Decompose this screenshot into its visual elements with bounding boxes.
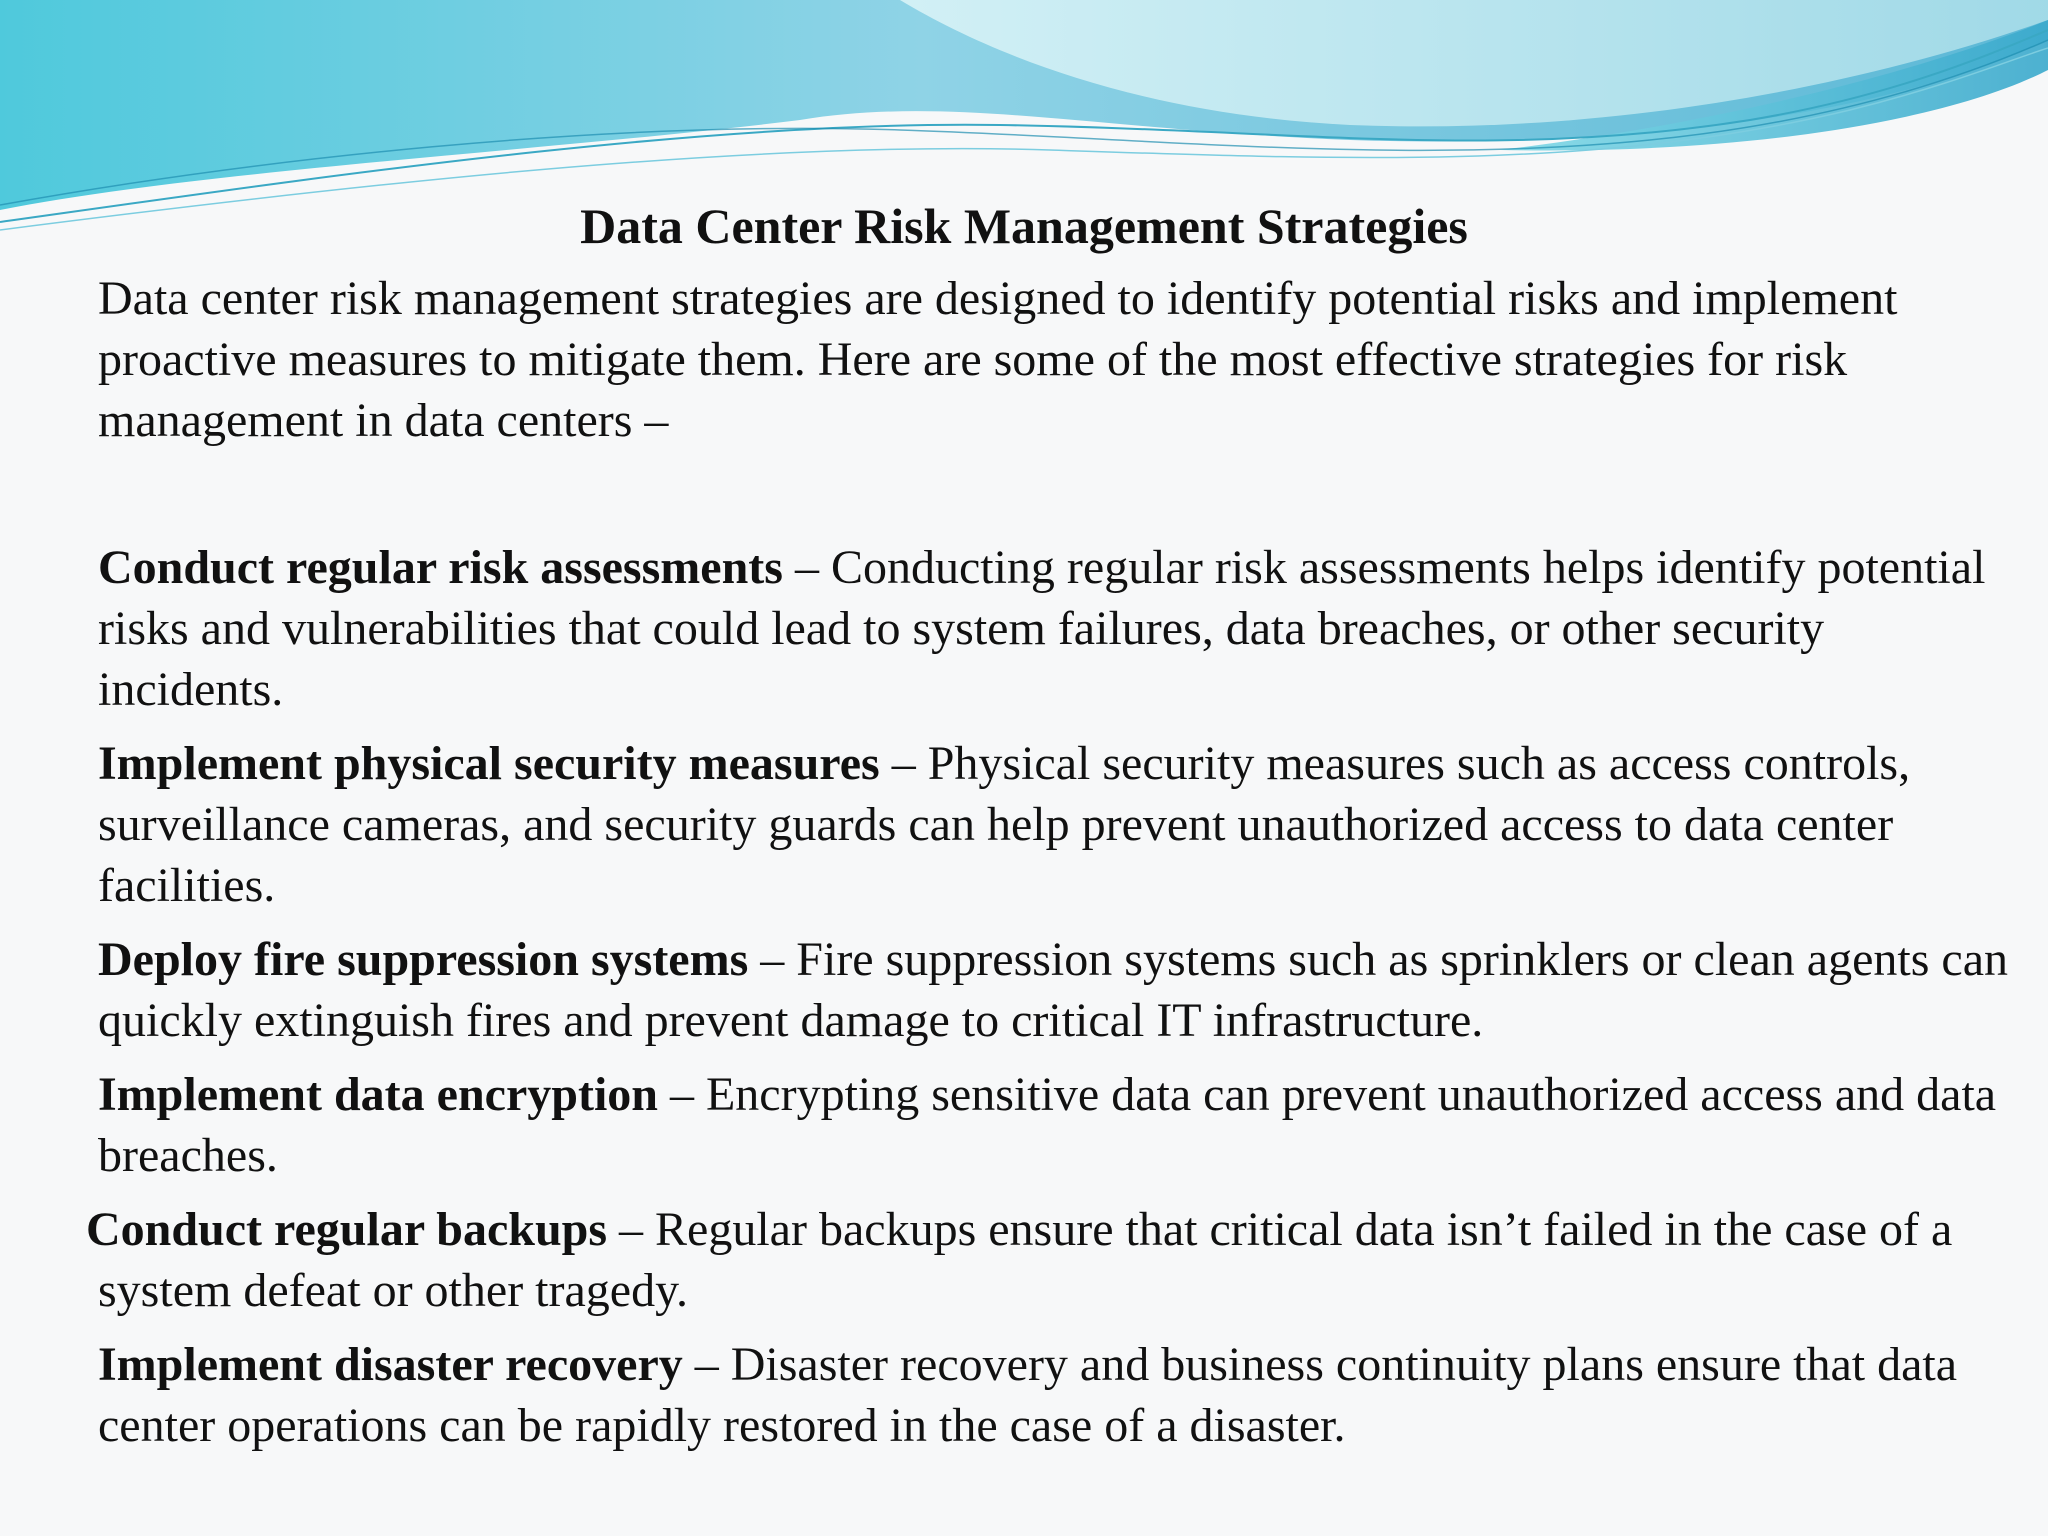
strategy-item-6: [98, 1334, 2018, 1456]
strategy-separator: –: [748, 933, 797, 986]
slide-title-text: Data Center Risk Management Strategies: [580, 198, 1468, 254]
strategy-separator: –: [657, 1068, 706, 1121]
slide-body: [86, 268, 2018, 1469]
strategy-item-3: [98, 929, 2018, 1051]
strategy-text: Conducting regular risk assessments helps identify potential risks and vulnerabilities that could lead to system failures, data breaches, or other security incidents.: [98, 541, 1986, 716]
strategy-heading: Implement disaster recovery: [98, 1338, 683, 1391]
slide-title: [0, 196, 2048, 256]
strategy-text: Physical security measures such as access controls, surveillance cameras, and security guards can help prevent unauthorized access to data center facilities.: [98, 737, 1911, 912]
strategy-separator: –: [879, 737, 928, 790]
strategy-heading: Implement physical security measures: [98, 737, 880, 790]
intro-paragraph: Data center risk management strategies are designed to identify potential risks and implement proactive measures to mitigate them. Here are some of the most effective strategies for risk management in data centers –: [98, 272, 1898, 447]
strategy-text: Fire suppression systems such as sprinklers or clean agents can quickly extinguish fires and prevent damage to critical IT infrastructure.: [98, 933, 2009, 1047]
strategy-text: Encrypting sensitive data can prevent unauthorized access and data breaches.: [98, 1068, 1997, 1182]
strategy-item-4: [98, 1064, 2018, 1186]
strategy-separator: –: [607, 1203, 656, 1256]
strategy-heading: Implement data encryption: [98, 1068, 658, 1121]
strategy-item-1: [98, 537, 2018, 720]
strategy-heading: Conduct regular backups: [86, 1203, 608, 1256]
strategy-separator: –: [782, 541, 831, 594]
strategy-separator: –: [682, 1338, 731, 1391]
strategy-heading: Deploy fire suppression systems: [98, 933, 749, 986]
strategy-text: Disaster recovery and business continuity plans ensure that data center operations can be rapidly restored in the case of a disaster.: [98, 1338, 1958, 1452]
strategy-item-5: [86, 1199, 2018, 1321]
strategy-text: Regular backups ensure that critical data isn’t failed in the case of a system defeat or other tragedy.: [98, 1203, 1953, 1317]
strategy-heading: Conduct regular risk assessments: [98, 541, 783, 594]
strategy-item-2: [98, 733, 2018, 916]
